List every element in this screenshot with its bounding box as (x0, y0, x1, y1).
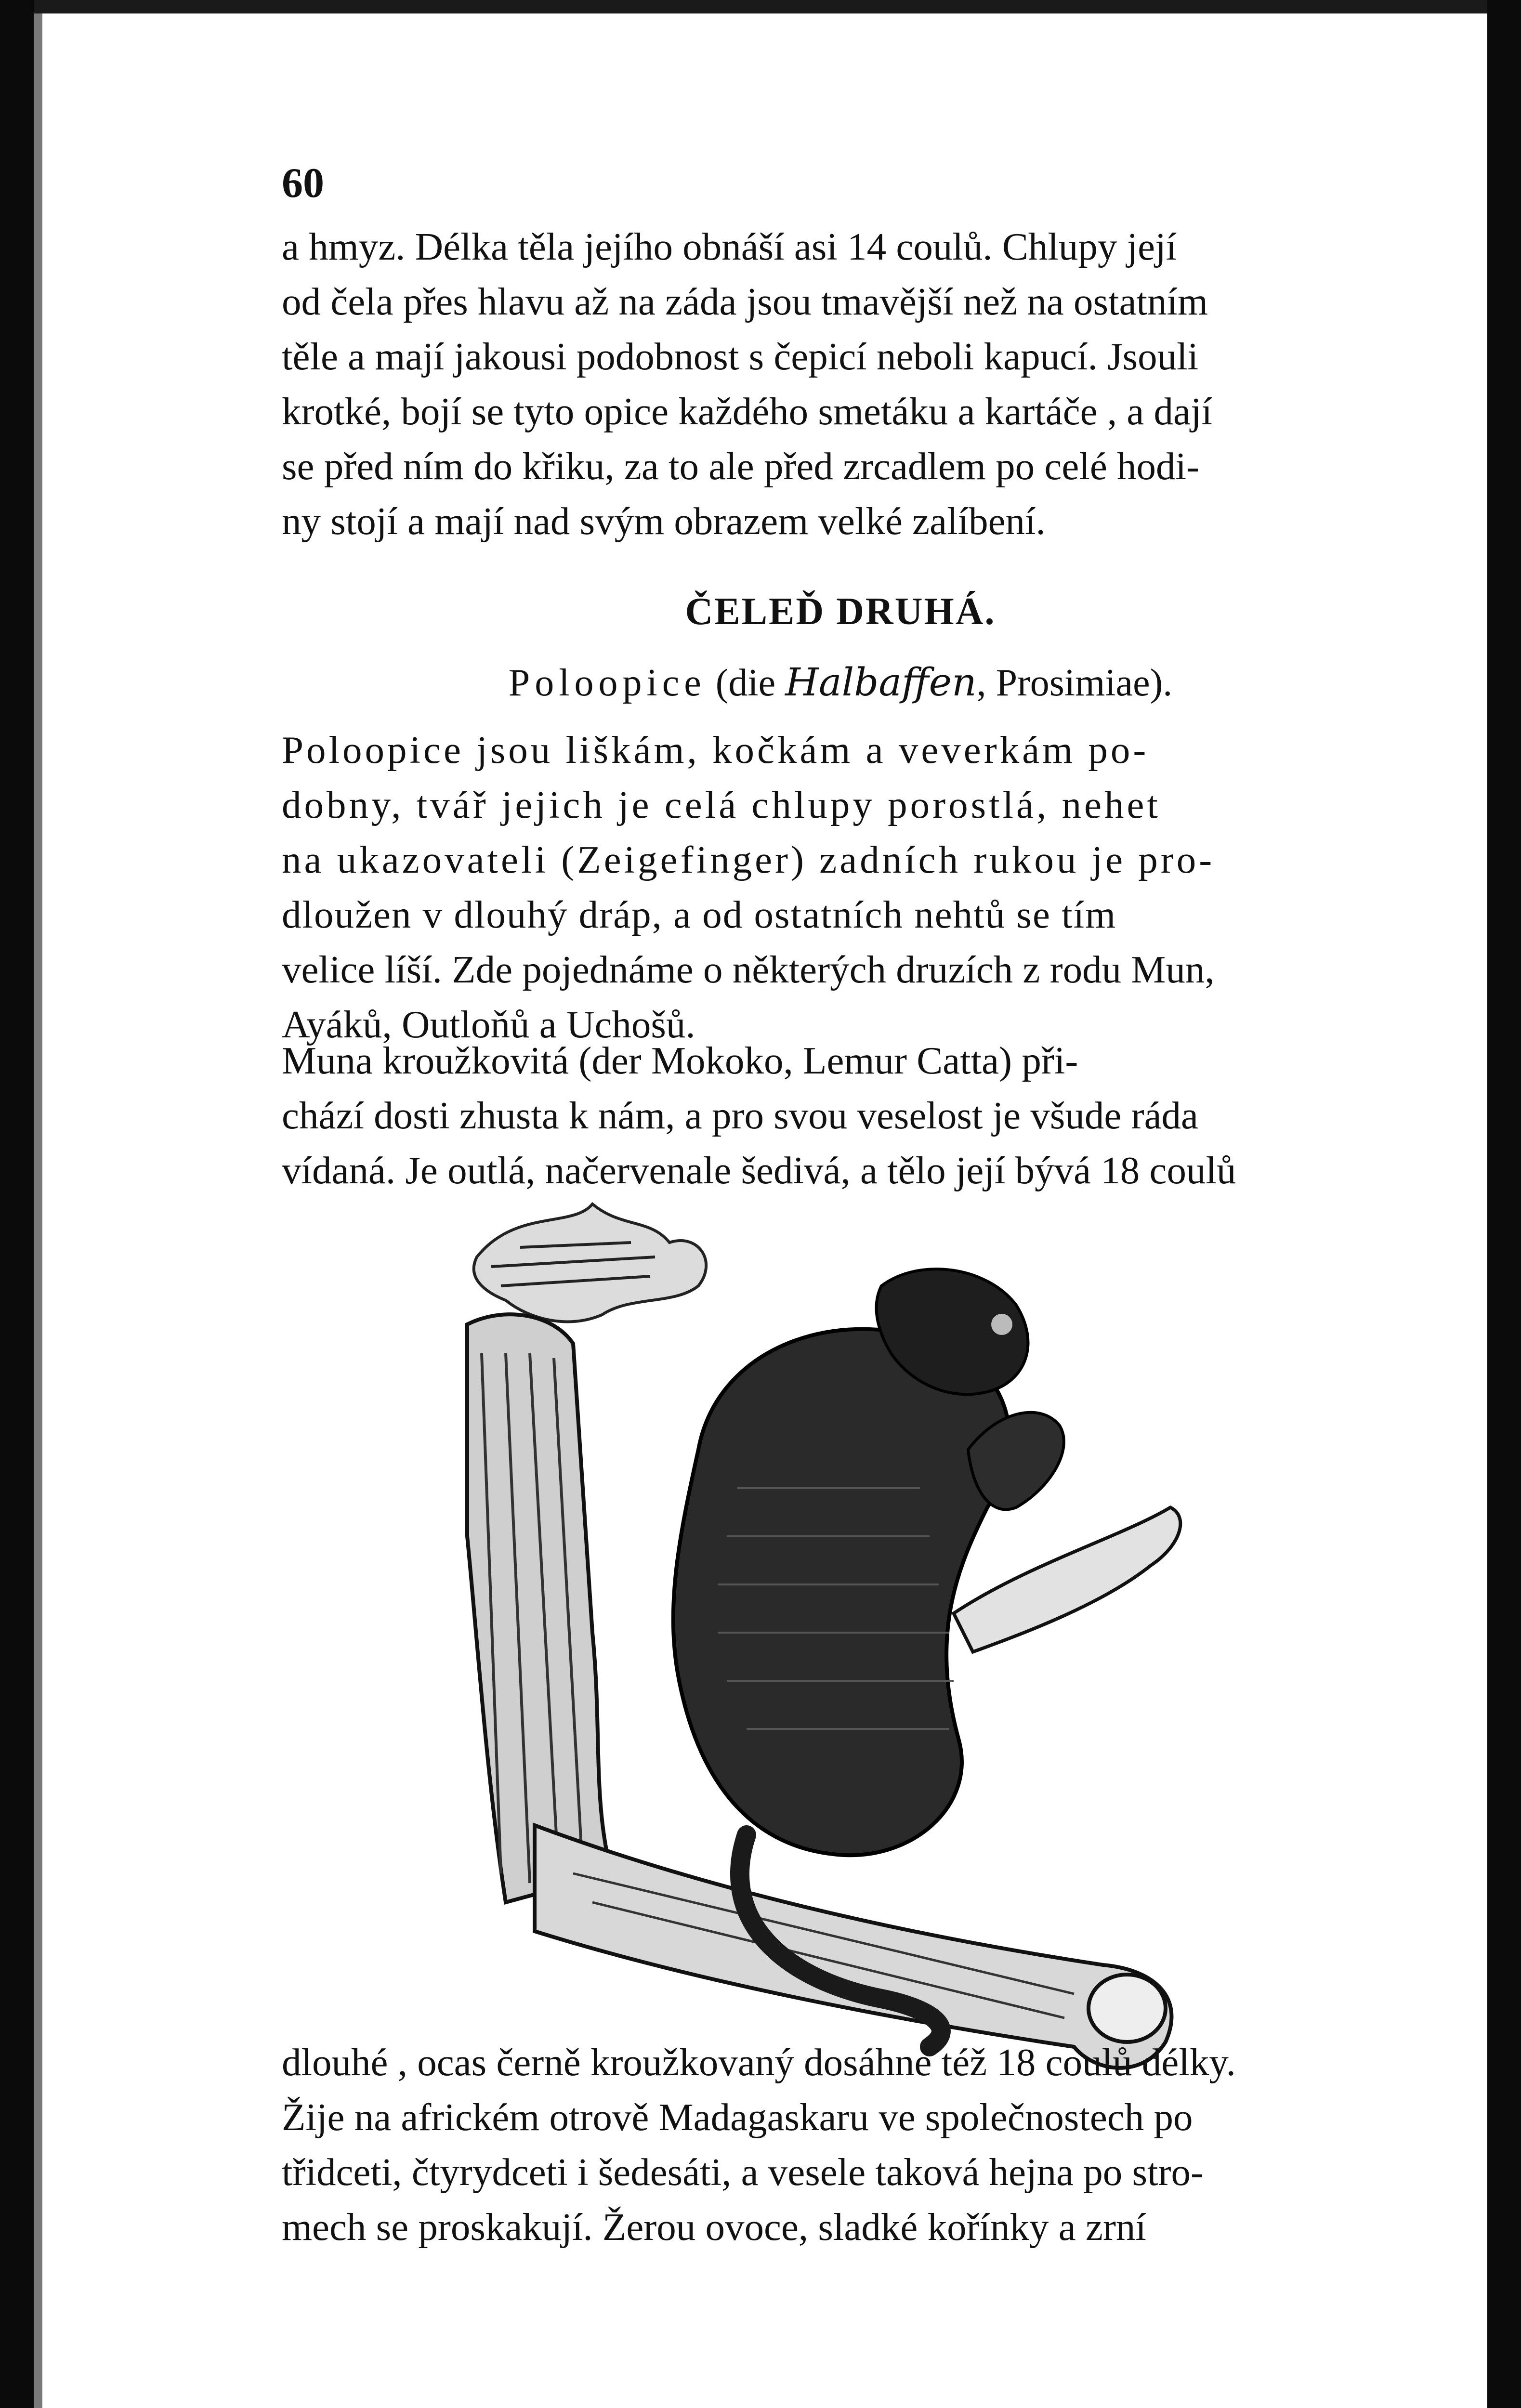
paragraph-intro (282, 219, 1399, 549)
text-line: velice líší. Zde pojednáme o některých druzích z rodu Mun, (282, 948, 1215, 991)
text-line: dlouhé , ocas černě kroužkovaný dosáhne též 18 coulů délky. (282, 2041, 1236, 2084)
text-line: Ayáků, Outloňů a Uchošů. (282, 1003, 695, 1046)
scan-edge-left (0, 0, 34, 2408)
paragraph-habitat (282, 2035, 1399, 2254)
text-line: od čela přes hlavu až na záda jsou tmavější než na ostatním (282, 280, 1208, 323)
paragraph-muna (282, 1033, 1399, 1198)
scan-edge-left-gutter (34, 0, 42, 2408)
lemur-figure (673, 1269, 1180, 2047)
text-line: Žije na africkém otrově Madagaskaru ve společnostech po (282, 2095, 1193, 2139)
text-line: těle a mají jakousi podobnost s čepicí neboli kapucí. Jsouli (282, 335, 1199, 378)
section-subheading (282, 660, 1399, 705)
text-line: třidceti, čtyrydceti i šedesáti, a vesele taková hejna po stro- (282, 2150, 1204, 2194)
subheading-text: (die (706, 662, 786, 704)
text-line: dobny, tvář jejich je celá chlupy porostlá, nehet (282, 783, 1161, 826)
text-line: Poloopice jsou liškám, kočkám a veverkám po- (282, 728, 1149, 772)
lemur-illustration (448, 1199, 1219, 2105)
text-line: na ukazovateli (Zeigefinger) zadních rukou je pro- (282, 838, 1215, 881)
page-number: 60 (282, 160, 324, 207)
text-line: ny stojí a mají nad svým obrazem velké zalíbení. (282, 499, 1046, 543)
foliage-engraving (474, 1204, 706, 1322)
text-line: mech se proskakují. Žerou ovoce, sladké kořínky a zrní (282, 2205, 1146, 2249)
subheading-term: Poloopice (508, 662, 706, 704)
text-line: vídaná. Je outlá, načervenale šedivá, a tělo její bývá 18 coulů (282, 1149, 1236, 1192)
scan-edge-top (34, 0, 1487, 13)
subheading-text: , Prosimiae). (976, 662, 1173, 704)
text-line: dloužen v dlouhý dráp, a od ostatních nehtů se tím (282, 893, 1117, 936)
text-line: chází dosti zhusta k nám, a pro svou veselost je všude ráda (282, 1094, 1198, 1137)
section-heading: ČELEĎ DRUHÁ. (685, 590, 996, 633)
scan-edge-right (1487, 0, 1521, 2408)
text-line: se před ním do křiku, za to ale před zrcadlem po celé hodi- (282, 445, 1200, 488)
subheading-german: Halbaffen (785, 660, 977, 705)
text-line: krotké, bojí se tyto opice každého smetáku a kartáče , a dají (282, 390, 1213, 433)
text-line: Muna kroužkovitá (der Mokoko, Lemur Catta) při- (282, 1039, 1078, 1082)
text-line: a hmyz. Délka těla jejího obnáší asi 14 coulů. Chlupy její (282, 225, 1177, 268)
paragraph-description (282, 722, 1399, 1052)
